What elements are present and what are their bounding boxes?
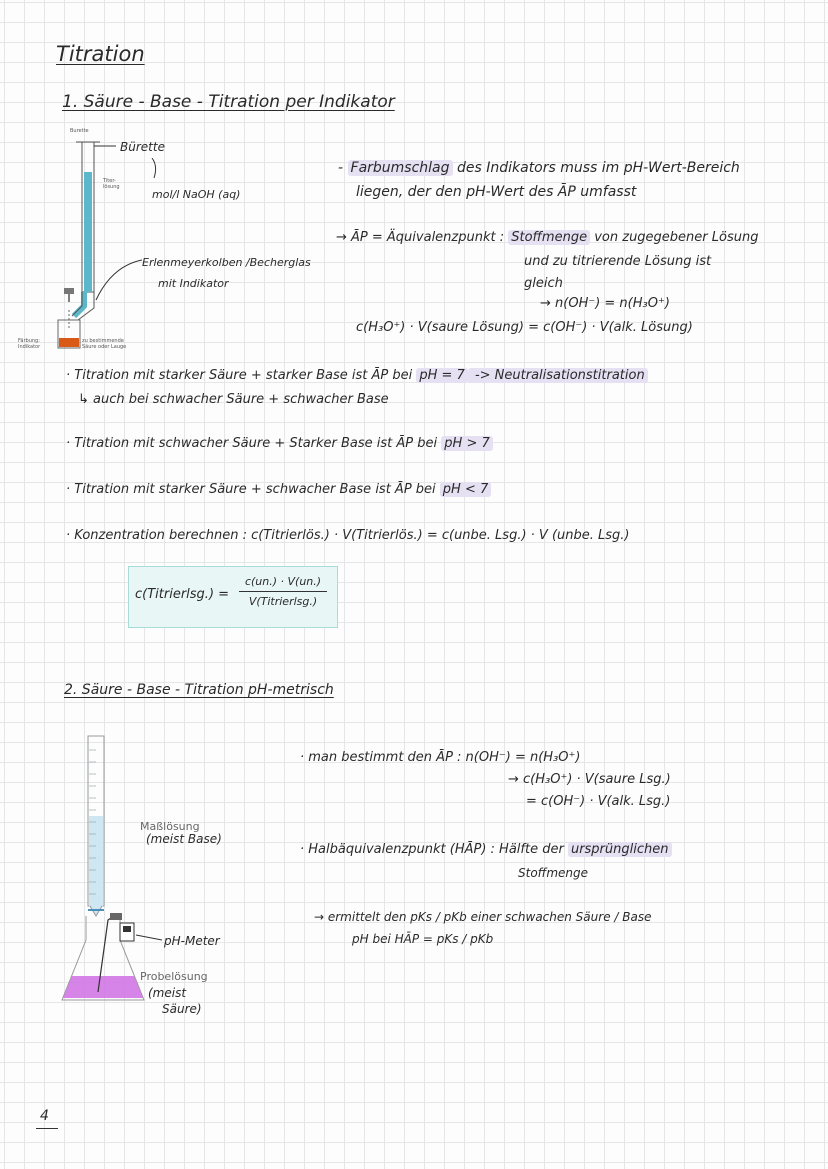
s2-note-3: = c(OH⁻) · V(alk. Lsg.) [526,794,671,809]
bullet-3-highlight: pH < 7 [440,482,491,497]
bullet-4: · Konzentration berechnen : c(Titrierlös.) · V(Titrierlös.) = c(unbe. Lsg.) · V (unbe. Lsg.) [66,528,630,543]
bottom-label: zu bestimmende Säure oder Lauge [82,338,127,350]
saure-label: Säure) [162,1002,202,1016]
naoh-label: mol/l NaOH (aq) [152,188,241,201]
s2-note-7: pH bei HĀP = pKs / pKb [352,932,494,946]
bullet-1-text: Titration mit starker Säure + starker Base ist ĀP bei [74,368,417,383]
note2-line5: c(H₃O⁺) · V(saure Lösung) = c(OH⁻) · V(alk. Lösung) [356,320,693,335]
note2-line4: → n(OH⁻) = n(H₃O⁺) [540,296,670,311]
formula-lhs: c(Titrierlsg.) = [135,587,230,602]
note2-highlight: Stoffmenge [508,230,590,245]
bullet-4-text: Konzentration berechnen : c(Titrierlös.) · V(Titrierlös.) = c(unbe. Lsg.) · V (unbe. Lsg.) [74,528,630,543]
bullet-1: · Titration mit starker Säure + starker Base ist ĀP bei pH = 7 -> Neutralisationstitration [66,368,648,383]
note2-line3: gleich [524,276,563,291]
faerbung-label: Färbung: Indikator [18,338,41,350]
masslosung-label: Maßlösung [140,820,200,833]
page-title: Titration [56,42,145,66]
note2-line1 [336,230,758,245]
bullet-2-highlight: pH > 7 [441,436,492,451]
s2-note-4-highlight: ursprünglichen [568,842,672,857]
bullet-1-post: -> Neutralisationstitration [468,368,648,383]
s2-note-6: → ermittelt den pKs / pKb einer schwachen Säure / Base [314,910,652,924]
page-number: 4 [40,1108,49,1124]
mit-indikator-label: mit Indikator [158,277,229,290]
bullet-3-text: Titration mit starker Säure + schwacher Base ist ĀP bei [74,482,440,497]
note2-line1-post: von zugegebener Lösung [590,230,759,245]
page-number-underline [36,1128,58,1129]
bullet-3: · Titration mit starker Säure + schwacher Base ist ĀP bei pH < 7 [66,482,491,497]
note1-line2: liegen, der den pH-Wert des ĀP umfasst [356,184,637,200]
bullet-1-highlight: pH = 7 [416,368,467,383]
erlen-label: Erlenmeyerkolben /Becherglas [142,256,311,269]
section1-heading: 1. Säure - Base - Titration per Indikator [62,92,395,112]
section2-heading: 2. Säure - Base - Titration pH-metrisch [64,682,334,698]
ph-meter-label: pH-Meter [164,934,220,948]
buerette-label: Bürette [120,140,165,154]
probelosung-label: Probelösung [140,970,208,983]
s2-note-2: → c(H₃O⁺) · V(saure Lsg.) [508,772,671,787]
note2-line1-pre: → ĀP = Äquivalenzpunkt : [336,230,509,245]
s2-note-1: · man bestimmt den ĀP : n(OH⁻) = n(H₃O⁺) [300,750,581,765]
burette-svg [20,134,160,364]
burette-top-label: Burette [70,128,89,134]
note1-line1-rest: des Indikators muss im pH-Wert-Bereich [452,160,740,176]
meist-label: (meist [148,986,187,1000]
naoh-arrow [146,158,166,180]
formula-denominator: V(Titrierlsg.) [248,595,318,608]
note1-line1: - Farbumschlag des Indikators muss im pH-Wert-Bereich [338,160,740,176]
s2-note-4: · Halbäquivalenzpunkt (HĀP) : Hälfte der ursprünglichen [300,842,672,857]
fraction-bar [239,591,327,592]
titer-label: Titer- lösung [103,178,120,190]
note2-line2: und zu titrierende Lösung ist [524,254,712,269]
note1-highlight: Farbumschlag [348,160,453,176]
s2-note-5: Stoffmenge [518,866,589,880]
bullet-2-text: Titration mit schwacher Säure + Starker Base ist ĀP bei [74,436,442,451]
meist-base-label: (meist Base) [146,832,222,846]
formula-fraction [239,575,327,608]
bullet-1-sub: ↳ auch bei schwacher Säure + schwacher Base [78,392,389,407]
formula-numerator: c(un.) · V(un.) [244,575,322,588]
bullet-2: · Titration mit schwacher Säure + Starker Base ist ĀP bei pH > 7 [66,436,493,451]
formula-box [128,566,338,628]
s2-note-1-text: man bestimmt den ĀP : n(OH⁻) = n(H₃O⁺) [308,750,581,765]
s2-note-4-pre: Halbäquivalenzpunkt (HĀP) : Hälfte der [308,842,568,857]
